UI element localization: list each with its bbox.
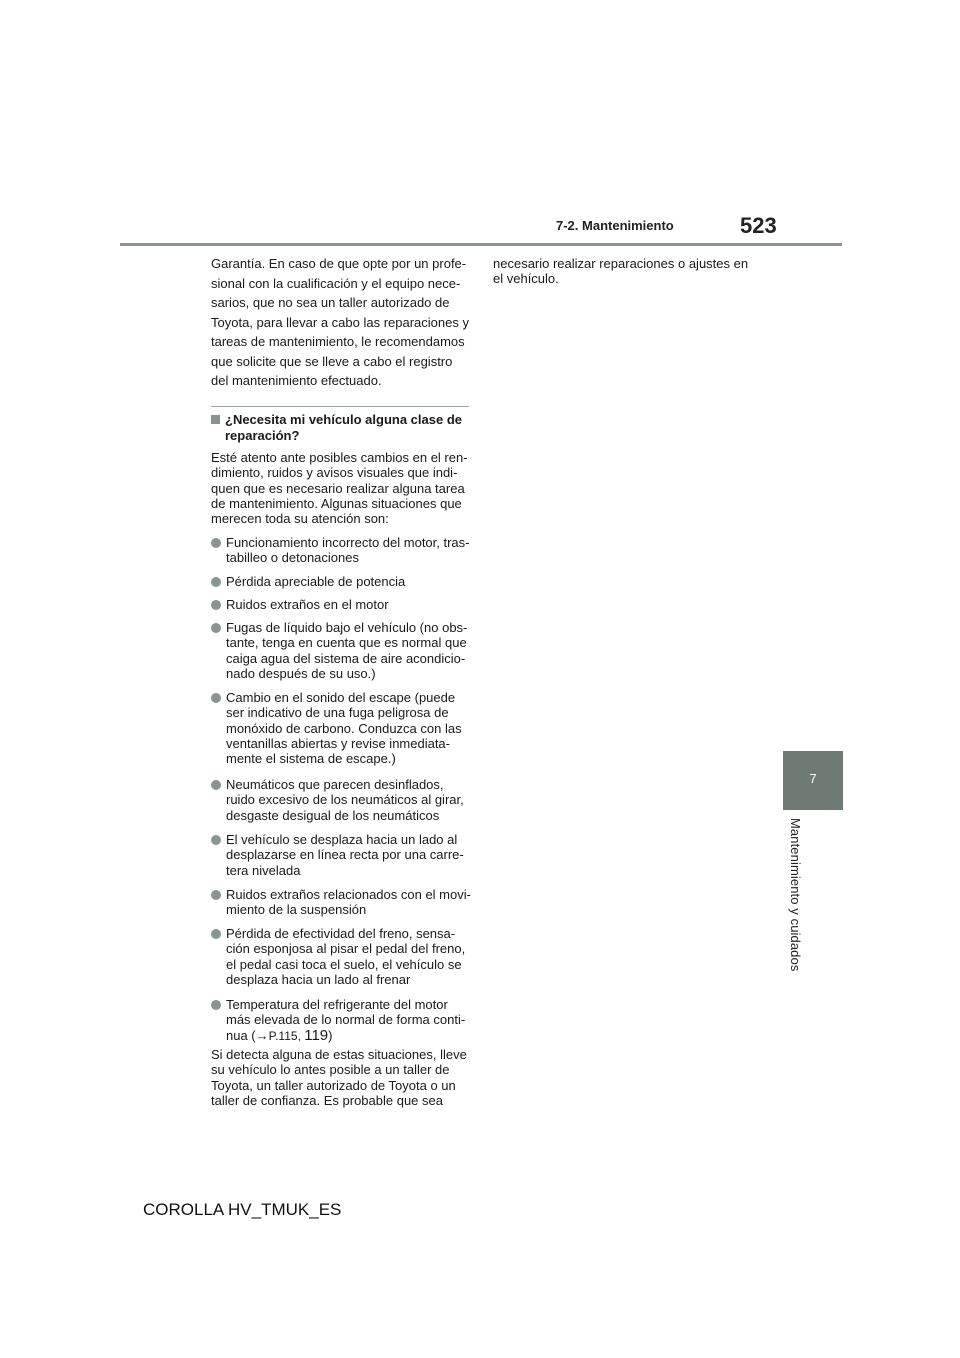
text-line: taller de confianza. Es probable que sea	[211, 1092, 443, 1108]
circle-bullet-icon	[211, 890, 221, 900]
list-item	[211, 690, 473, 766]
text-line: Si detecta alguna de estas situaciones, lleve	[211, 1047, 467, 1062]
text-line: Ruidos extraños relacionados con el movi-	[226, 887, 471, 902]
heading-line: ¿Necesita mi vehículo alguna clase de	[225, 412, 462, 427]
text-line: necesario realizar reparaciones o ajustes en	[493, 256, 749, 271]
page-number: 523	[740, 213, 777, 238]
intro-line: sional con la cualificación y el equipo nece-	[211, 275, 461, 291]
list-item	[211, 574, 473, 589]
text-line: El vehículo se desplaza hacia un lado al	[226, 832, 458, 847]
text-line: Esté atento ante posibles cambios en el ren-	[211, 450, 468, 465]
section-divider	[211, 406, 469, 407]
text-line: nado después de su uso.)	[226, 665, 376, 681]
text-line: ción esponjosa al pisar el pedal del freno,	[226, 941, 466, 957]
page-reference-link[interactable]: 119	[304, 1026, 329, 1044]
text-line: Temperatura del refrigerante del motor	[226, 997, 448, 1012]
section-title: 7-2. Mantenimiento	[556, 218, 674, 233]
text-line: Neumáticos que parecen desinflados,	[226, 777, 444, 792]
text-line: de mantenimiento. Algunas situaciones que	[211, 495, 462, 511]
list-item	[211, 777, 473, 823]
text-line: Ruidos extraños en el motor	[226, 597, 389, 612]
header-rule	[120, 243, 842, 246]
text-line: Fugas de líquido bajo el vehículo (no obs-	[226, 620, 468, 635]
intro-line: sarios, que no sea un taller autorizado de	[211, 295, 450, 310]
page-reference-link[interactable]: P.115,	[268, 1028, 305, 1043]
square-bullet-icon	[211, 415, 220, 424]
text-line: el vehículo.	[493, 271, 559, 287]
text-line: Cambio en el sonido del escape (puede	[226, 690, 456, 705]
text-line: Funcionamiento incorrecto del motor, tras-	[226, 535, 470, 550]
text-line: dimiento, ruidos y avisos visuales que indi-	[211, 465, 458, 481]
circle-bullet-icon	[211, 835, 221, 845]
text-line	[226, 1028, 473, 1044]
circle-bullet-icon	[211, 1000, 221, 1010]
text-line: tera nivelada	[226, 862, 301, 878]
text-line: caiga agua del sistema de aire acondicio-	[226, 650, 466, 666]
intro-line: Toyota, para llevar a cabo las reparaciones y	[211, 314, 469, 330]
list-item	[211, 926, 473, 987]
text-line: Pérdida de efectividad del freno, sensa-	[226, 926, 456, 941]
text-line: más elevada de lo normal de forma conti-	[226, 1012, 466, 1028]
text-line: desgaste desigual de los neumáticos	[226, 807, 440, 823]
footer-model-code: COROLLA HV_TMUK_ES	[143, 1200, 342, 1219]
circle-bullet-icon	[211, 538, 221, 548]
list-item	[211, 597, 473, 612]
heading-line: reparación?	[225, 427, 300, 443]
chapter-number: 7	[809, 771, 817, 786]
intro-line: que solicite que se lleve a cabo el registro	[211, 353, 453, 369]
list-item	[211, 832, 473, 878]
text-line: miento de la suspensión	[226, 902, 367, 918]
text-line: tante, tenga en cuenta que es normal que	[226, 635, 467, 651]
text-line: mente el sistema de escape.)	[226, 751, 396, 767]
text-line: merecen toda su atención son:	[211, 511, 389, 527]
list-item	[211, 887, 473, 918]
circle-bullet-icon	[211, 623, 221, 633]
arrow-icon: →	[255, 1027, 269, 1043]
list-item	[211, 997, 473, 1044]
circle-bullet-icon	[211, 693, 221, 703]
intro-line: Garantía. En caso de que opte por un profe-	[211, 256, 467, 271]
text-line: desplazarse en línea recta por una carre-	[226, 847, 464, 863]
circle-bullet-icon	[211, 780, 221, 790]
text-line: el pedal casi toca el suelo, el vehículo se	[226, 956, 462, 972]
text-line: Toyota, un taller autorizado de Toyota o un	[211, 1077, 456, 1093]
intro-line: tareas de mantenimiento, le recomendamos	[211, 334, 465, 349]
text-fragment: )	[328, 1027, 333, 1043]
section-heading	[211, 412, 469, 443]
list-item	[211, 620, 473, 681]
circle-bullet-icon	[211, 600, 221, 610]
circle-bullet-icon	[211, 929, 221, 939]
text-line: ventanillas abiertas y revise inmediata-	[226, 735, 450, 751]
list-item	[211, 535, 473, 566]
text-line: monóxido de carbono. Conduzca con las	[226, 720, 462, 736]
text-line: desplaza hacia un lado al frenar	[226, 971, 411, 987]
section-intro	[211, 450, 471, 526]
text-line: su vehículo lo antes posible a un taller de	[211, 1062, 450, 1078]
intro-line: del mantenimiento efectuado.	[211, 373, 382, 388]
closing-paragraph	[211, 1047, 471, 1108]
text-line: ruido excesivo de los neumáticos al girar,	[226, 792, 464, 808]
text-line: ser indicativo de una fuga peligrosa de	[226, 705, 449, 721]
text-fragment: nua (	[226, 1027, 256, 1043]
circle-bullet-icon	[211, 577, 221, 587]
text-line: Pérdida apreciable de potencia	[226, 574, 406, 589]
intro-paragraph	[211, 254, 471, 391]
text-line: quen que es necesario realizar alguna tarea	[211, 480, 465, 496]
column2-paragraph	[493, 256, 758, 287]
text-line: tabilleo o detonaciones	[226, 550, 359, 566]
chapter-title: Mantenimiento y cuidados	[788, 818, 803, 972]
